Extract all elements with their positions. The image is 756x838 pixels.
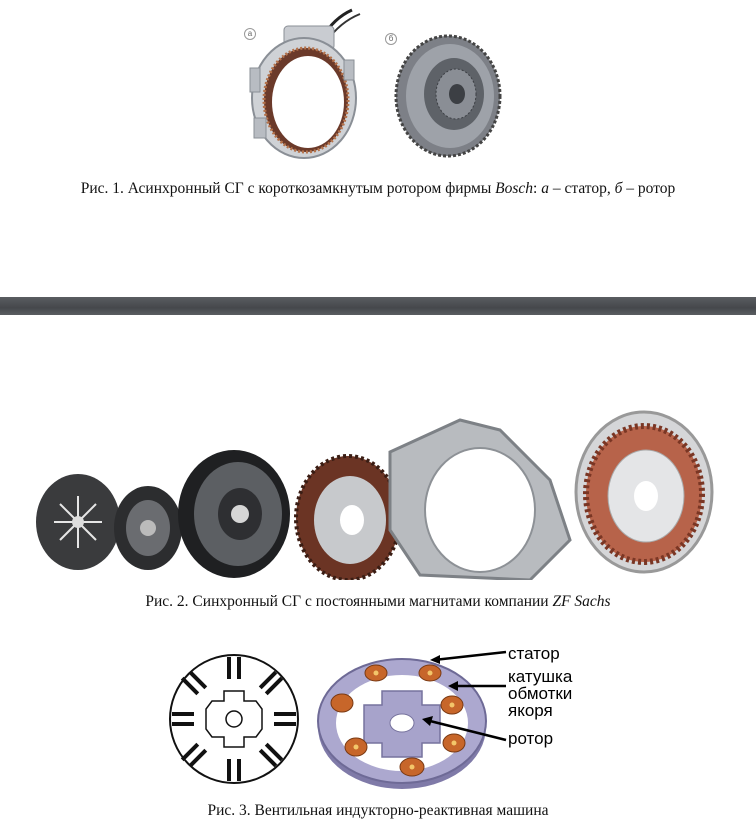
caption-text: – статор,: [548, 180, 615, 197]
panel-b-label: б: [385, 33, 397, 45]
label-pointers: [420, 640, 510, 750]
figure-2-caption: [0, 593, 756, 611]
caption-company: Bosch: [495, 180, 534, 197]
label-stator: статор: [508, 644, 560, 663]
label-coil-line2: обмотки: [508, 684, 573, 703]
exploded-generator-image: [30, 410, 730, 580]
figure-1-caption: [0, 180, 756, 198]
label-coil-line1: катушка: [508, 667, 573, 686]
caption-company: ZF Sachs: [552, 593, 611, 610]
caption-text: Рис. 2. Синхронный СГ с постоянными магнитами компании: [145, 593, 553, 610]
label-coil-line3: якоря: [508, 701, 553, 720]
rotor-image: [392, 30, 504, 160]
caption-text: – ротор: [622, 180, 676, 197]
caption-panel-b: б: [614, 180, 623, 197]
panel-a-label: а: [244, 28, 256, 40]
caption-panel-a: а: [541, 180, 549, 197]
stator-image: [244, 8, 364, 160]
caption-text: :: [533, 180, 542, 197]
label-rotor: ротор: [508, 729, 554, 748]
caption-text: Рис. 1. Асинхронный СГ с короткозамкнутым ротором фирмы: [80, 180, 496, 197]
page-divider: [0, 297, 756, 315]
figure-3-caption: Рис. 3. Вентильная индукторно-реактивная машина: [207, 802, 549, 819]
srm-cross-section: [166, 651, 302, 787]
